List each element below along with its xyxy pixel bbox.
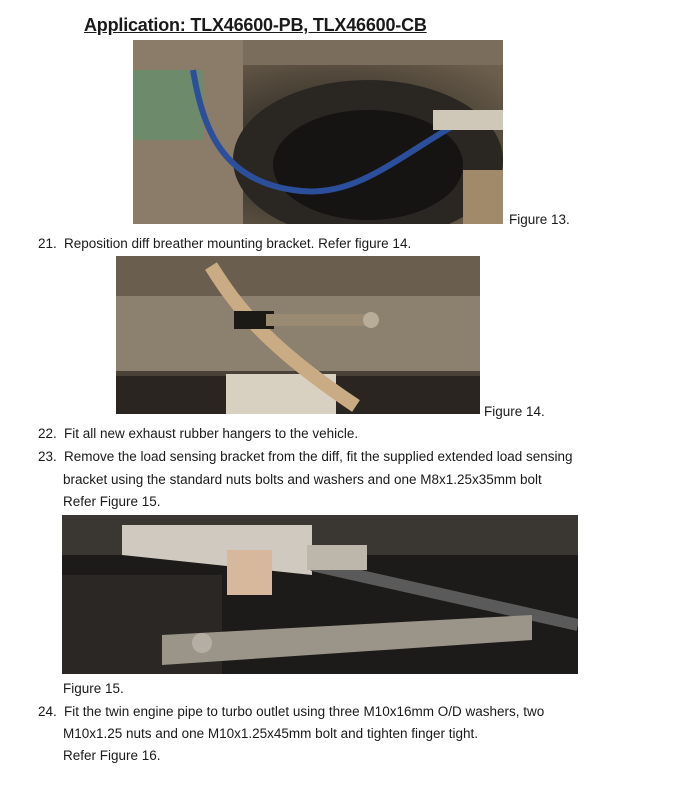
figure-15-photo: [62, 515, 578, 674]
step-23-line-3: Refer Figure 15.: [63, 494, 161, 509]
figure-13-photo: [133, 40, 503, 224]
step-24-line-3: Refer Figure 16.: [63, 748, 161, 763]
step-24: 24. Fit the twin engine pipe to turbo outlet using three M10x16mm O/D washers, two: [38, 704, 545, 719]
figure-13-caption: Figure 13.: [509, 212, 570, 227]
step-23-line-2: bracket using the standard nuts bolts and washers and one M8x1.25x35mm bolt: [63, 472, 542, 487]
figure-14-photo: [116, 256, 480, 414]
figure-15-caption: Figure 15.: [63, 681, 124, 696]
figure-14-caption: Figure 14.: [484, 404, 545, 419]
step-24-line-2: M10x1.25 nuts and one M10x1.25x45mm bolt and tighten finger tight.: [63, 726, 479, 741]
step-23: 23. Remove the load sensing bracket from the diff, fit the supplied extended load sensing: [38, 449, 573, 464]
page-title: Application: TLX46600-PB, TLX46600-CB: [84, 15, 427, 35]
step-21: 21. Reposition diff breather mounting bracket. Refer figure 14.: [38, 236, 412, 251]
step-22: 22. Fit all new exhaust rubber hangers to the vehicle.: [38, 426, 359, 441]
